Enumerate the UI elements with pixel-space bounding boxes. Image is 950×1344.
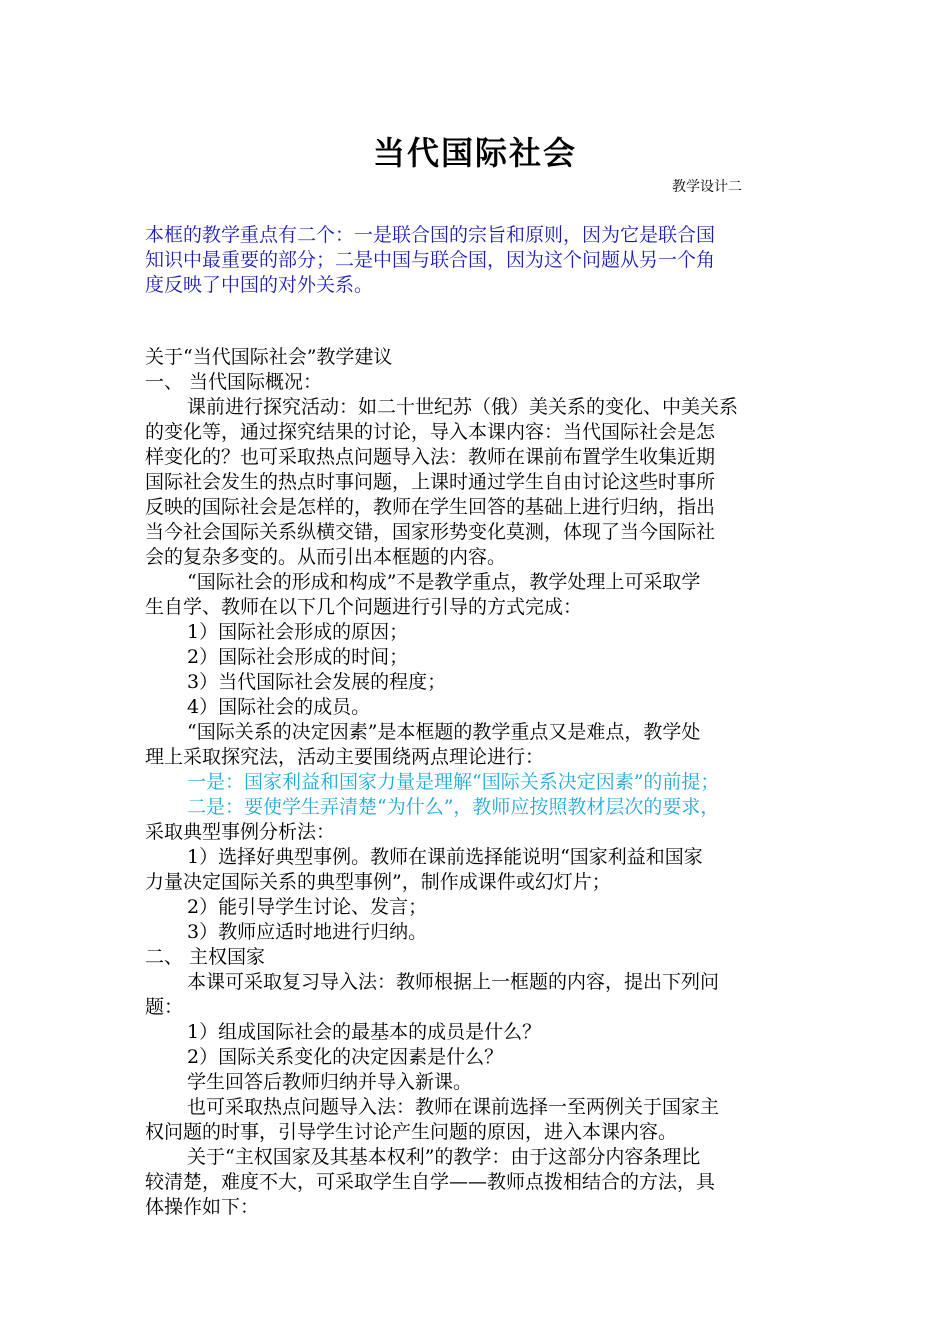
paragraph-line: 本课可采取复习导入法：教师根据上一框题的内容，提出下列问	[187, 971, 720, 993]
paragraph-line: 体操作如下：	[145, 1196, 260, 1218]
page-subtitle: 教学设计二	[672, 179, 742, 195]
section-heading: 二、 主权国家	[145, 946, 266, 968]
intro-line: 知识中最重要的部分；二是中国与联合国，因为这个问题从另一个角	[145, 249, 716, 271]
list-item: 1）组成国际社会的最基本的成员是什么？	[187, 1021, 542, 1043]
intro-line: 本框的教学重点有二个：一是联合国的宗旨和原则，因为它是联合国	[145, 224, 716, 246]
paragraph-line: 课前进行探究活动：如二十世纪苏（俄）美关系的变化、中美关系	[187, 396, 739, 418]
list-item: 3）教师应适时地进行归纳。	[187, 921, 428, 943]
section-heading: 一、 当代国际概况：	[145, 371, 323, 393]
paragraph-line: 的变化等，通过探究结果的讨论，导入本课内容：当代国际社会是怎	[145, 421, 716, 443]
list-item: 1）国际社会形成的原因；	[187, 621, 409, 643]
paragraph-line: 学生回答后教师归纳并导入新课。	[187, 1071, 473, 1093]
paragraph-line: 会的复杂多变的。从而引出本框题的内容。	[145, 546, 507, 568]
paragraph-line: 力量决定国际关系的典型事例”，制作成课件或幻灯片；	[145, 871, 611, 893]
paragraph-line: 题：	[145, 996, 184, 1018]
paragraph-line: 当今社会国际关系纵横交错，国家形势变化莫测，体现了当今国际社	[145, 521, 716, 543]
intro-paragraph	[145, 222, 810, 297]
page-title: 当代国际社会	[372, 134, 577, 172]
paragraph-line: 权问题的时事，引导学生讨论产生问题的原因，进入本课内容。	[145, 1121, 678, 1143]
paragraph-line: 生自学、教师在以下几个问题进行引导的方式完成：	[145, 596, 583, 618]
list-item: 2）国际社会形成的时间；	[187, 646, 409, 668]
list-item: 4）国际社会的成员。	[187, 696, 371, 718]
body-text	[145, 345, 825, 1220]
section-heading: 关于“当代国际社会”教学建议	[145, 346, 393, 368]
paragraph-line: 样变化的？也可采取热点问题导入法：教师在课前布置学生收集近期	[145, 446, 716, 468]
list-item: 2）国际关系变化的决定因素是什么？	[187, 1046, 504, 1068]
paragraph-line: 国际社会发生的热点时事问题，上课时通过学生自由讨论这些时事所	[145, 471, 716, 493]
list-item: 2）能引导学生讨论、发言；	[187, 896, 428, 918]
paragraph-line: 较清楚，难度不大，可采取学生自学——教师点拨相结合的方法，具	[145, 1171, 716, 1193]
intro-line: 度反映了中国的对外关系。	[145, 274, 374, 296]
highlight-line: 二是：要使学生弄清楚“为什么”，教师应按照教材层次的要求，	[187, 796, 720, 818]
paragraph-line: 理上采取探究法，活动主要围绕两点理论进行：	[145, 746, 545, 768]
paragraph-line: 反映的国际社会是怎样的，教师在学生回答的基础上进行归纳，指出	[145, 496, 716, 518]
list-item: 1）选择好典型事例。教师在课前选择能说明“国家利益和国家	[187, 846, 703, 868]
paragraph-line: 也可采取热点问题导入法：教师在课前选择一至两例关于国家主	[187, 1096, 720, 1118]
paragraph-line: “国际社会的形成和构成”不是教学重点，教学处理上可采取学	[187, 571, 701, 593]
highlight-line: 一是：国家利益和国家力量是理解“国际关系决定因素”的前提；	[187, 771, 720, 793]
paragraph-line: “国际关系的决定因素”是本框题的教学重点又是难点，教学处	[187, 721, 701, 743]
list-item: 3）当代国际社会发展的程度；	[187, 671, 447, 693]
paragraph-line: 采取典型事例分析法：	[145, 821, 336, 843]
paragraph-line: 关于“主权国家及其基本权利”的教学：由于这部分内容条理比	[187, 1146, 701, 1168]
